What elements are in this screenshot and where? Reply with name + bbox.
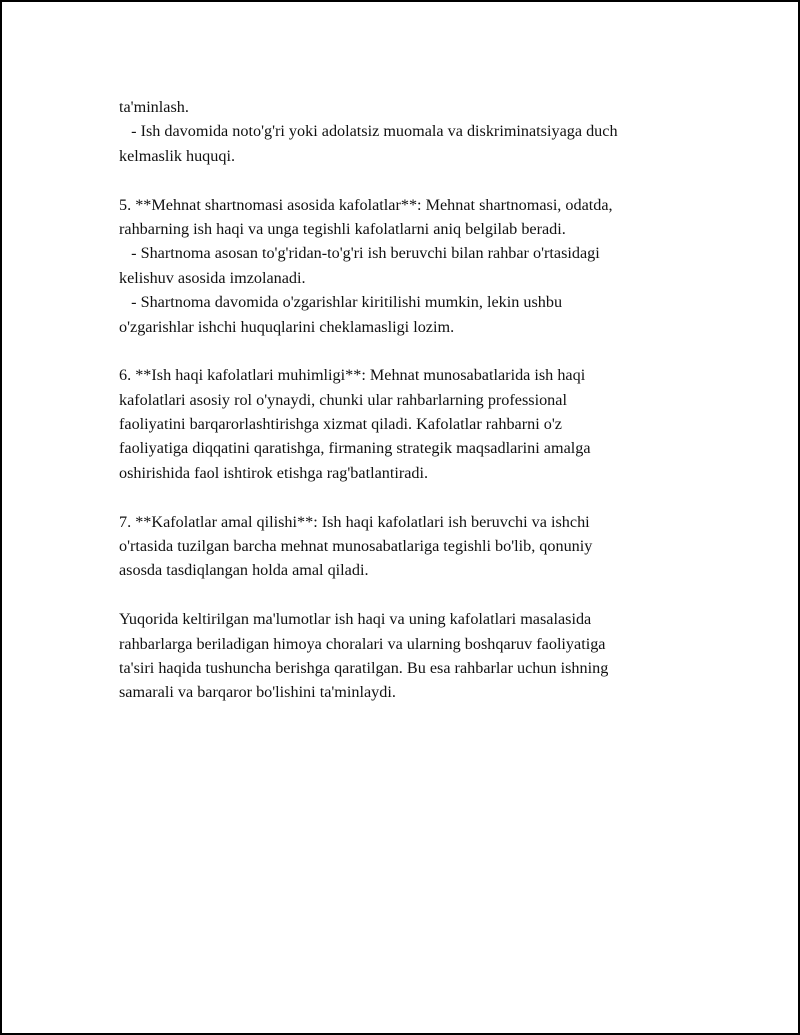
text-line: 5. **Mehnat shartnomasi asosida kafolatlar**: Mehnat shartnomasi, odatda,: [119, 195, 613, 214]
text-line: ta'minlash.: [119, 98, 189, 116]
text-line: ta'siri haqida tushuncha berishga qaratilgan. Bu esa rahbarlar uchun ishning: [119, 658, 609, 677]
text-line: rahbarning ish haqi va unga tegishli kafolatlarni aniq belgilab beradi.: [119, 219, 566, 238]
text-line: kelishuv asosida imzolanadi.: [119, 268, 306, 287]
text-line: - Shartnoma davomida o'zgarishlar kiritilishi mumkin, lekin ushbu: [119, 293, 563, 312]
document-body: [119, 95, 699, 705]
paragraph-gap: [119, 339, 699, 363]
paragraph-gap: [119, 485, 699, 509]
text-line: kelmaslik huquqi.: [119, 146, 235, 165]
text-line: o'zgarishlar ishchi huquqlarini cheklamasligi lozim.: [119, 317, 455, 336]
text-line: faoliyatiga diqqatini qaratishga, firmaning strategik maqsadlarini amalga: [119, 439, 591, 458]
text-line: faoliyatini barqarorlashtirishga xizmat qiladi. Kafolatlar rahbarni o'z: [119, 415, 562, 434]
paragraph-gap: [119, 583, 699, 607]
text-line: - Shartnoma asosan to'g'ridan-to'g'ri ish beruvchi bilan rahbar o'rtasidagi: [119, 244, 600, 263]
text-line: 6. **Ish haqi kafolatlari muhimligi**: Mehnat munosabatlarida ish haqi: [119, 366, 586, 385]
text-line: o'rtasida tuzilgan barcha mehnat munosabatlariga tegishli bo'lib, qonuniy: [119, 537, 593, 556]
text-line: - Ish davomida noto'g'ri yoki adolatsiz muomala va diskriminatsiyaga duch: [119, 122, 618, 141]
text-line: oshirishida faol ishtirok etishga rag'batlantiradi.: [119, 463, 429, 482]
text-line: rahbarlarga beriladigan himoya choralari va ularning boshqaruv faoliyatiga: [119, 634, 606, 653]
text-line: Yuqorida keltirilgan ma'lumotlar ish haqi va uning kafolatlari masalasida: [119, 610, 592, 629]
text-line: kafolatlari asosiy rol o'ynaydi, chunki ular rahbarlarning professional: [119, 390, 567, 409]
text-line: 7. **Kafolatlar amal qilishi**: Ish haqi kafolatlari ish beruvchi va ishchi: [119, 512, 590, 531]
text-line: asosda tasdiqlangan holda amal qiladi.: [119, 561, 369, 580]
paragraph-gap: [119, 168, 699, 192]
text-line: samarali va barqaror bo'lishini ta'minlaydi.: [119, 683, 396, 702]
